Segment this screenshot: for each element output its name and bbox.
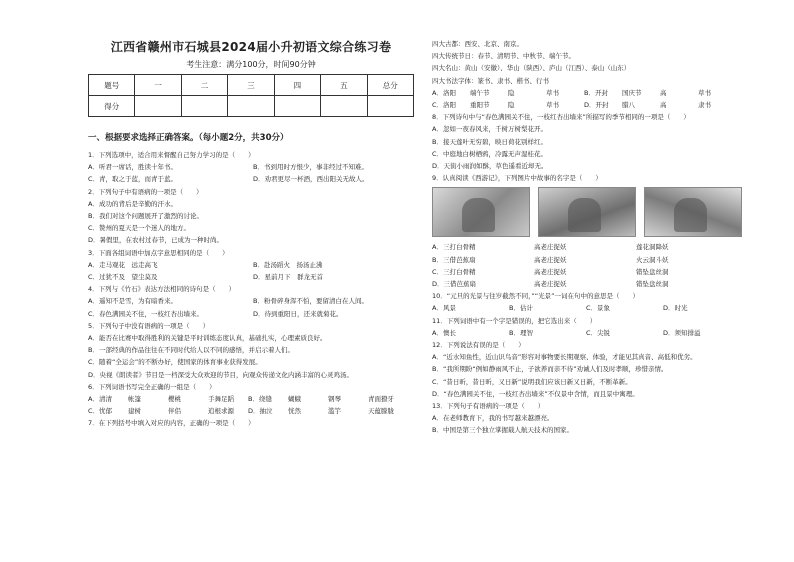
answer-option: 钢琴	[328, 395, 341, 404]
answer-option: 高老庄捉妖	[534, 267, 567, 276]
answer-option	[585, 241, 636, 253]
answer-option[interactable]: A．洛阳	[432, 88, 456, 97]
question-line: 3．下面各组词语中加点字意思相同的是（ ）	[88, 248, 229, 257]
option-row	[88, 259, 414, 271]
score-cell: 三	[228, 75, 274, 96]
answer-option: 青面獠牙	[368, 395, 394, 404]
question-line: A．“近水知鱼性，近山识鸟音”形容对事物要长期观察、体验，才能见其真音、高低和优劣。	[432, 353, 697, 362]
question-line: 1．下列选项中，适合用来督醒自己努力学习的是（ ）	[88, 151, 255, 159]
answer-option[interactable]: D．须知排溢	[663, 328, 701, 337]
answer-option[interactable]: C．景象	[586, 304, 611, 313]
option-row	[432, 327, 742, 339]
answer-option[interactable]: B．理智	[509, 328, 533, 337]
question-line: C．赞州的夏天是一个迷人的地方。	[88, 224, 191, 233]
question-line: A．能否在比赛中取得胜利的关键是平时训练态度认真，基础扎实，心理素质良好。	[88, 334, 327, 343]
exam-notice: 考生注意：满分100分，时间90分钟	[186, 60, 316, 69]
answer-option[interactable]: B．估计	[509, 304, 533, 313]
score-table-header-row	[89, 75, 414, 96]
answer-option: 蝴蛾	[288, 395, 301, 404]
answer-option	[585, 278, 636, 290]
answer-option: 建树	[128, 407, 141, 416]
question-line: 7．在下列括号中填入对应的内容，正确的一项是（ ）	[88, 419, 255, 428]
question-line: C．“昔日昕，昔日昕，又日新”说明我们应该日新又日新，不断革新。	[432, 377, 632, 386]
answer-option: 高老庄捉妖	[534, 280, 567, 289]
score-input-cell[interactable]	[321, 96, 367, 117]
answer-option[interactable]: D．待到重阳日，还来就菊花。	[253, 309, 343, 318]
question-line: 四大书法字体：篆书、隶书、楷书、行书	[432, 76, 549, 85]
question-line: 6．下列词语书写完全正确的一组是（ ）	[88, 382, 216, 391]
question-line: 8．下列诗句中与“春色满园关不住，一枝红杏出墙来”所描写的季节相同的一项是（ ）	[432, 113, 690, 122]
answer-option[interactable]: C．青，取之于蓝，而青于蓝。	[88, 175, 178, 184]
score-input-cell[interactable]	[181, 96, 227, 117]
answer-option: 火云洞斗妖	[636, 255, 669, 264]
question-line: B．“我所期盼“例如静雨风不止，子欲养而亲不待”劝诫人们及时孝顺，珍惜亲情。	[432, 365, 668, 374]
question-line: 四大古都：西安、北京、南京。	[432, 40, 523, 48]
answer-option: 恍然	[288, 407, 301, 416]
question-line: D．“春色满园关不住，一枝红杏出墙来”不仅景中含情，而且景中寓理。	[432, 389, 639, 398]
question-line: B．我们对这个问题展开了激烈的讨论。	[88, 212, 203, 221]
answer-option[interactable]: B．绕缝	[248, 395, 272, 404]
monk-scene-image	[432, 187, 530, 237]
option-row	[88, 393, 414, 405]
question-line: B．中国是第三个独立掌握载人航天技术的国家。	[432, 426, 573, 435]
answer-option[interactable]: B．书到用时方恨少，事非经过不知难。	[253, 163, 368, 172]
question-line: A．成功的背后是辛勤的汗水。	[88, 199, 177, 208]
question-line: 12．下列说法有误的是（ ）	[432, 341, 525, 350]
section-heading: 一、根据要求选择正确答案。（每小题2分，共30分）	[88, 133, 289, 143]
option-row	[88, 173, 414, 185]
answer-option: 草书	[698, 88, 711, 97]
score-cell: 二	[181, 75, 227, 96]
answer-option	[483, 254, 534, 266]
answer-option: 滥竽	[328, 407, 341, 416]
answer-option	[687, 266, 738, 278]
question-line: 4．下列与《竹石》表达方法相同的诗句是（ ）	[88, 285, 236, 294]
answer-option[interactable]: A．三打白骨精	[432, 243, 476, 252]
score-cell: 得分	[89, 96, 135, 117]
option-row	[432, 254, 742, 266]
score-table-score-row	[89, 96, 414, 117]
answer-option[interactable]: C．洛阳	[432, 101, 457, 110]
option-row	[432, 87, 742, 99]
answer-option[interactable]: A．风景	[432, 304, 456, 313]
question-line: 9．认真阅读《西游记》，下列图片中故事的名字是（ ）	[432, 174, 602, 183]
answer-option: 隶书	[698, 101, 711, 110]
option-row	[88, 295, 414, 307]
answer-option[interactable]: B．粉骨碎身浑不怕，要留清白在人间。	[253, 297, 368, 306]
score-cell: 五	[321, 75, 367, 96]
answer-option: 天蕴朦胧	[368, 407, 394, 416]
answer-option[interactable]: C．过犹不及 望尘莫及	[88, 273, 158, 282]
question-line: B．接天莲叶无穷碧，映日荷花别样红。	[432, 137, 547, 146]
option-row	[88, 161, 414, 173]
answer-option: 草书	[546, 88, 559, 97]
answer-option: 高	[660, 101, 667, 110]
answer-option[interactable]: A．走马观花 远走高飞	[88, 260, 158, 269]
answer-option[interactable]: A．懊长	[432, 328, 456, 337]
answer-option: 手舞足蹈	[208, 395, 234, 404]
answer-option: 追根求源	[208, 407, 234, 416]
question-line: A．在老师教育下，我的书写越来越漂亮。	[432, 414, 554, 423]
question-line: 四大传统节日：春节、清明节、中秋节、端午节。	[432, 52, 575, 61]
score-cell: 总分	[367, 75, 413, 96]
option-row	[432, 302, 742, 314]
answer-option[interactable]: C．尖锐	[586, 328, 611, 337]
answer-option: 隐	[508, 88, 515, 97]
answer-option: 高	[660, 88, 667, 97]
question-line: D．央视《朗读者》节目是一档深受大众欢迎的节目，向观众传递文化内涵丰富的心灵鸡汤。	[88, 370, 354, 379]
answer-option[interactable]: B．三借芭蕉扇	[432, 255, 476, 264]
question-line: A．忽如一夜春风来，千树万树梨花开。	[432, 125, 547, 134]
option-row	[432, 99, 742, 111]
option-row	[88, 405, 414, 417]
answer-option[interactable]: B．赴汤蹈火 扬汤止沸	[253, 260, 323, 269]
score-input-cell[interactable]	[274, 96, 320, 117]
answer-option[interactable]: C．忧郁	[88, 407, 113, 416]
answer-option: 草书	[546, 101, 559, 110]
option-row	[88, 308, 414, 320]
answer-option	[483, 278, 534, 290]
answer-option[interactable]: C．三打白骨精	[432, 267, 476, 276]
answer-option: 重阳节	[470, 101, 490, 110]
answer-option: 高老庄捉妖	[534, 243, 567, 252]
score-input-cell[interactable]	[367, 96, 413, 117]
answer-option[interactable]: A．听君一席话，胜读十年书。	[88, 163, 177, 172]
answer-option[interactable]: D．星前月下 群龙无首	[253, 273, 324, 282]
answer-option: 隐	[508, 101, 515, 110]
question-line: C．中庭地白树栖鸦，冷露无声湿桂花。	[432, 149, 548, 158]
journey-to-west-pictures	[432, 187, 742, 237]
zhu-bajie-scene-image	[538, 187, 636, 237]
answer-option: 国庆节	[622, 88, 642, 97]
answer-option[interactable]: D．抽泣	[248, 407, 273, 416]
answer-option	[585, 254, 636, 266]
score-input-cell[interactable]	[135, 96, 181, 117]
question-line: 11．下列词语中有一个字是错误的，把它选出来（ ）	[432, 316, 597, 325]
question-line: B．一部经典的作品往往在不同时代给人以不同的感悟，并启示着人们。	[88, 346, 294, 355]
answer-option: 帐篷	[128, 395, 141, 404]
answer-option[interactable]: A．遥知不是雪，为有暗香来。	[88, 297, 177, 306]
question-line: C．随着“全运会”的不断办好，使国家的体育事业获得发展。	[88, 358, 262, 367]
answer-option	[585, 266, 636, 278]
option-row	[432, 278, 742, 290]
question-line: 四大名山：黄山（安徽）、华山（陕西）、庐山（江西）、泰山（山东）	[432, 64, 631, 73]
answer-option: 莲花洞降妖	[636, 243, 669, 252]
option-row	[88, 271, 414, 283]
question-line: 2．下列句子中有语病的一项是（ ）	[88, 187, 203, 196]
answer-option	[483, 266, 534, 278]
answer-option: 腊八	[622, 101, 635, 110]
page-title: 江西省赣州市石城县2024届小升初语文综合练习卷	[110, 40, 392, 54]
right-question-list-bottom	[432, 241, 742, 436]
answer-option[interactable]: D．开封	[584, 101, 609, 110]
answer-option	[483, 241, 534, 253]
answer-option: 错坠盘丝洞	[636, 280, 669, 289]
score-cell: 题号	[89, 75, 135, 96]
answer-option: 高老庄捉妖	[534, 255, 567, 264]
right-column	[432, 38, 742, 437]
answer-option	[687, 278, 738, 290]
question-line: 13．下列句子有语病的一项是（ ）	[432, 402, 545, 411]
answer-option[interactable]: D．劝君更尽一杯酒，西出阳关无故人。	[253, 175, 369, 184]
answer-option[interactable]: D．时光	[663, 304, 688, 313]
question-line: D．暑假里，在农村过春节，已成为一种时尚。	[88, 236, 224, 245]
answer-option[interactable]: C．春色满园关不住，一枝红杏出墙来。	[88, 309, 204, 318]
battle-scene-image	[644, 187, 742, 237]
question-line: 5．下列句子中没有语病的一项是（ ）	[88, 321, 210, 330]
left-column	[88, 38, 414, 430]
answer-option[interactable]: A．清清	[88, 395, 112, 404]
answer-option: 错坠盘丝洞	[636, 267, 669, 276]
question-line: 10．“元旦的光景与往岁截然不同，”“光景”一词在句中的意思是（ ）	[432, 292, 639, 301]
answer-option[interactable]: B．开封	[584, 88, 608, 97]
answer-option	[687, 241, 738, 253]
score-input-cell[interactable]	[228, 96, 274, 117]
answer-option: 端午节	[470, 88, 490, 97]
answer-option: 樱桃	[168, 395, 181, 404]
option-row	[432, 241, 742, 253]
score-table	[88, 74, 414, 117]
option-row	[432, 266, 742, 278]
answer-option[interactable]: D．三借芭蕉扇	[432, 280, 477, 289]
score-cell: 四	[274, 75, 320, 96]
answer-option: 伴侣	[168, 407, 181, 416]
right-question-list-top	[432, 38, 742, 184]
score-cell: 一	[135, 75, 181, 96]
answer-option	[687, 254, 738, 266]
left-question-list	[88, 149, 414, 430]
question-line: D．天街小雨润如酥，草色遥看近却无。	[432, 162, 548, 171]
